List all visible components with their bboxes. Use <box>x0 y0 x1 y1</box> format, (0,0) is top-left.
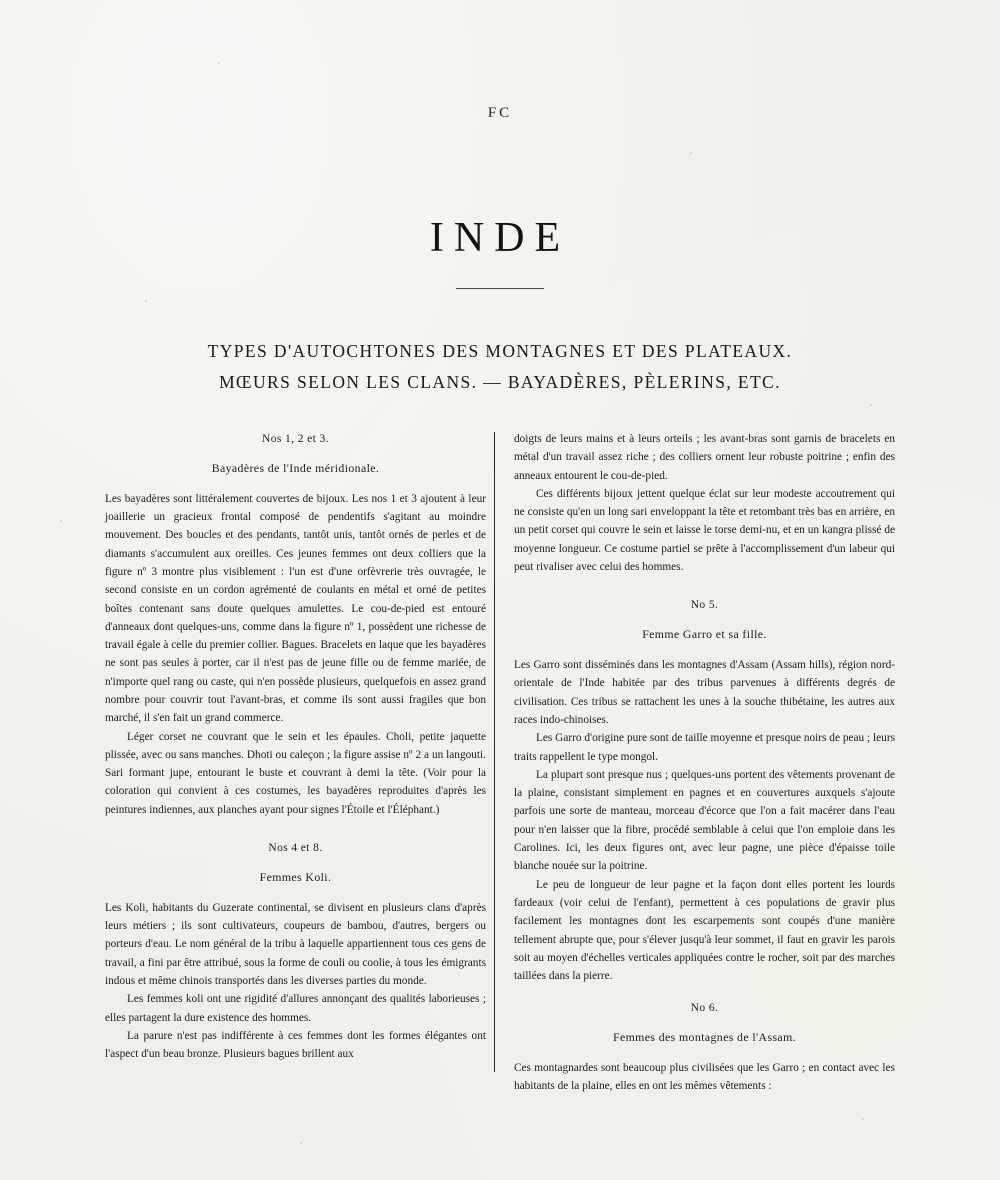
right-column <box>500 430 895 1096</box>
section-heading-3: Femme Garro et sa fille. <box>642 627 767 641</box>
paragraph: Les Garro d'origine pure sont de taille moyenne et presque noirs de peau ; leurs traits rappellent le type mongol. <box>514 732 895 763</box>
paper-speck <box>300 1142 302 1144</box>
section-number-1: Nos 1, 2 et 3. <box>262 433 329 445</box>
section-heading-2: Femmes Koli. <box>259 869 332 884</box>
paragraph: Ces différents bijoux jettent quelque éclat sur leur modeste accoutrement qui ne consiste qu'en un long sari enveloppant la tête et retombant très bas en arrière, en un petit corset qui couvre le sein et laisse le torse demi-nu, et en un kangra plissé de moyenne longueur. Ce costume partiel se prête à l'accomplissement d'un labeur qui peut rivaliser avec celui des hommes. <box>514 487 895 574</box>
subtitle-line-2: MŒURS SELON LES CLANS. — BAYADÈRES, PÈLERINS, ETC. <box>219 371 781 392</box>
section-heading-4: Femmes des montagnes de l'Assam. <box>612 1030 796 1045</box>
paper-speck <box>870 404 872 406</box>
paragraph: doigts de leurs mains et à leurs orteils ; les avant-bras sont garnis de bracelets en métal d'un travail assez riche ; des colliers ornent leur robuste poitrine ; enfin des anneaux entourent le cou-de-pied. <box>514 433 895 482</box>
paragraph: Ces montagnardes sont beaucoup plus civilisées que les Garro ; en contact avec les habitants de la plaine, elles en ont les mêmes vêtements : <box>514 1062 895 1093</box>
paragraph: Les bayadères sont littéralement couvertes de bijoux. Les nos 1 et 3 ajoutent à leur joaillerie un gracieux frontal composé de pendentifs s'agitant au moindre mouvement. Des boucles et des pendants, tantôt unis, tantôt ornés de perles et de diamants s'accumulent aux oreilles. Ces jeunes femmes ont deux colliers que la figure nº 3 montre plus visiblement : l'un est d'une orfèvrerie très ouvragée, le second consiste en un cordon agrémenté de coulants en métal et orné de petites boîtes contenant sans doute quelques amulettes. Le cou-de-pied est entouré d'anneaux dont quelques-uns, comme dans la figure nº 1, possèdent une richesse de travail égale à celle du premier collier. Bagues. Bracelets en laque que les bayadères ne sont pas seules à porter, car il n'est pas de jeune fille ou de femme mariée, de n'importe quel rang ou caste, qui n'en possède plusieurs, quelquefois en assez grand nombre pour couvrir tout l'avant-bras, et comme ils sont aussi fragiles que bon marché, il s'en fait un grand commerce. <box>105 492 486 725</box>
paragraph: La plupart sont presque nus ; quelques-uns portent des vêtements provenant de la plaine, consistant simplement en pagnes et en couvertures auxquels s'ajoute parfois une sorte de manteau, morceau d'écorce que l'on a fait macérer dans l'eau pour n'en laisser que la fibre, procédé semblable à celui que l'on emploie dans les Carolines. Ici, les deux figures ont, avec leur pagne, une pièce d'épaisse toile blanche nouée sur la poitrine. <box>514 768 895 873</box>
subtitle-line-1: TYPES D'AUTOCHTONES DES MONTAGNES ET DES PLATEAUX. <box>207 341 793 361</box>
paragraph: Les femmes koli ont une rigidité d'allures annonçant des qualités laborieuses ; elles partagent la dure existence des hommes. <box>105 993 486 1024</box>
title-divider-rule <box>456 288 544 289</box>
section-heading-1: Bayadères de l'Inde méridionale. <box>211 460 380 475</box>
paragraph: Les Koli, habitants du Guzerate continental, se divisent en plusieurs clans d'après leurs métiers ; ils sont cultivateurs, coupeurs de bambou, d'autres, bergers ou porteurs d'eau. Le nom général de la tribu à laquelle appartiennent tous ces gens de travail, a fini par être attribué, sous la forme de couli ou coolie, à tous les émigrants indous et même chinois transportés dans les diverses parties du monde. <box>105 901 486 987</box>
paper-speck <box>60 520 62 522</box>
paper-speck <box>145 300 147 302</box>
paper-speck <box>690 152 692 154</box>
text-columns <box>105 430 895 1096</box>
left-column <box>105 430 500 1096</box>
section-number-4: No 6. <box>690 1002 719 1015</box>
paragraph: La parure n'est pas indifférente à ces femmes dont les formes élégantes ont l'aspect d'un beau bronze. Plusieurs bagues brillent aux <box>105 1029 486 1061</box>
paragraph: Léger corset ne couvrant que le sein et les épaules. Choli, petite jaquette plissée, avec ou sans manches. Dhoti ou caleçon ; la figure assise nº 2 a un langouti. Sari formant jupe, entourant le buste et couvrant à demi la tête. (Voir pour la coloration qui convient à ces costumes, les bayadères reproduites d'après les peintures indiennes, aux planches ayant pour signes l'Étoile et l'Éléphant.) <box>105 730 486 816</box>
page-subtitle <box>0 336 1000 397</box>
section-number-3: No 5. <box>690 599 719 612</box>
section-number-2: Nos 4 et 8. <box>268 842 323 855</box>
paper-speck <box>218 62 220 64</box>
paragraph: Les Garro sont disséminés dans les montagnes d'Assam (Assam hills), région nord-orientale de l'Inde habitée par des tribus parvenues à différents degrés de civilisation. Ces tribus se rattachent les unes à la souche thibétaine, les autres aux races indo-chinoises. <box>514 659 895 726</box>
folio-mark: FC <box>487 105 513 121</box>
paper-speck <box>862 1118 864 1120</box>
paragraph: Le peu de longueur de leur pagne et la façon dont elles portent les lourds fardeaux (voir celui de l'enfant), permettent à ces populations de gravir plus facilement les montagnes dont les escarpements sont coupés d'une manière tellement abrupte que, pour s'élever jusqu'à leur sommet, il faut en gravir les parois soit au moyen d'échelles verticales appliquées contre le rocher, soit par des marches taillées dans la pierre. <box>514 878 895 983</box>
page-title: INDE <box>429 215 571 262</box>
